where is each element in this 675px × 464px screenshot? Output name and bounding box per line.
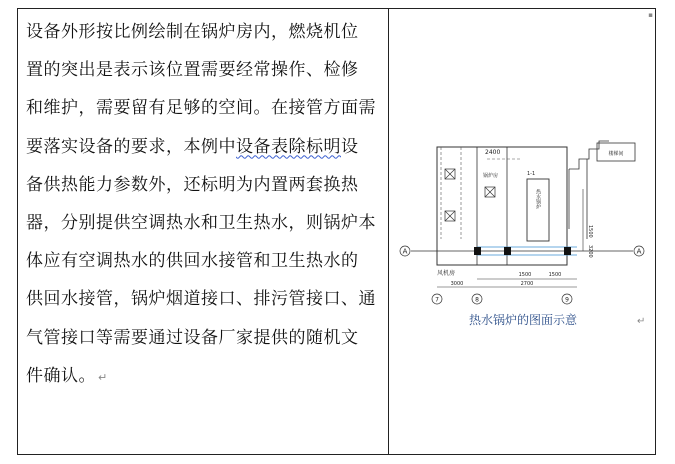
- spellcheck-underline: 设备表除标明: [236, 136, 341, 157]
- paragraph-mark: ↵: [98, 370, 108, 384]
- dim-label: 3000: [450, 281, 464, 287]
- column-marker: [504, 247, 511, 255]
- equipment-cross-icon: [485, 187, 495, 197]
- text-line: 和维护，需要留有足够的空间。在接管方面需: [26, 98, 376, 119]
- column-marker: [474, 247, 481, 255]
- boiler-room-drawing: [397, 129, 647, 309]
- equipment-cross-icon: [445, 169, 455, 179]
- text-line: 备供热能力参数外，还标明为内置两套换热: [26, 174, 359, 195]
- equipment-box-label: 楼梯间: [608, 151, 624, 157]
- text-cell: [26, 13, 382, 395]
- equipment-cross-icon: [445, 211, 455, 221]
- dim-label: 1500: [518, 272, 532, 278]
- column-marker: [564, 247, 571, 255]
- dim-label: 2400: [485, 149, 501, 156]
- dim-label: 1500: [587, 225, 593, 238]
- figure-caption: [469, 311, 645, 328]
- room-label: 风机房: [437, 270, 456, 277]
- text-line: 置的突出是表示该位置需要经常操作、检修: [26, 60, 359, 81]
- dim-label: 1500: [548, 272, 562, 278]
- axis-label: 7: [435, 296, 439, 304]
- text-segment: 设: [341, 136, 359, 157]
- dim-label: 2700: [520, 281, 534, 287]
- caption-text: 热水锅炉的图面示意: [469, 313, 578, 327]
- axis-label: 8: [475, 296, 479, 304]
- last-line-text: 件确认。: [26, 365, 96, 386]
- text-line: 气管接口等需要通过设备厂家提供的随机文: [26, 327, 359, 348]
- axis-label: A: [636, 247, 642, 256]
- axis-label: 9: [565, 296, 569, 304]
- cell-end-mark: ▪: [648, 11, 653, 19]
- text-line: 供回水接管，锅炉烟道接口、排污管接口、通: [26, 289, 376, 310]
- room-label: 锅炉房: [483, 173, 499, 179]
- text-segment: 要落实设备的要求，本例中: [26, 136, 236, 157]
- dim-label: 3200: [587, 245, 593, 258]
- text-line: [26, 357, 382, 395]
- text-line: 体应有空调热水的供回水接管和卫生热水的: [26, 251, 359, 272]
- paragraph-mark: ↵: [637, 316, 646, 327]
- door-label: 1-1: [527, 171, 536, 177]
- layout-table: [17, 8, 656, 455]
- text-line: [26, 128, 382, 166]
- text-line: 设备外形按比例绘制在锅炉房内，燃烧机位: [26, 22, 359, 42]
- axis-label: A: [402, 247, 408, 256]
- figure-cell: [389, 9, 655, 454]
- boiler-label: 热水锅炉: [535, 189, 541, 209]
- text-line: 器，分别提供空调热水和卫生热水，则锅炉本: [26, 212, 376, 233]
